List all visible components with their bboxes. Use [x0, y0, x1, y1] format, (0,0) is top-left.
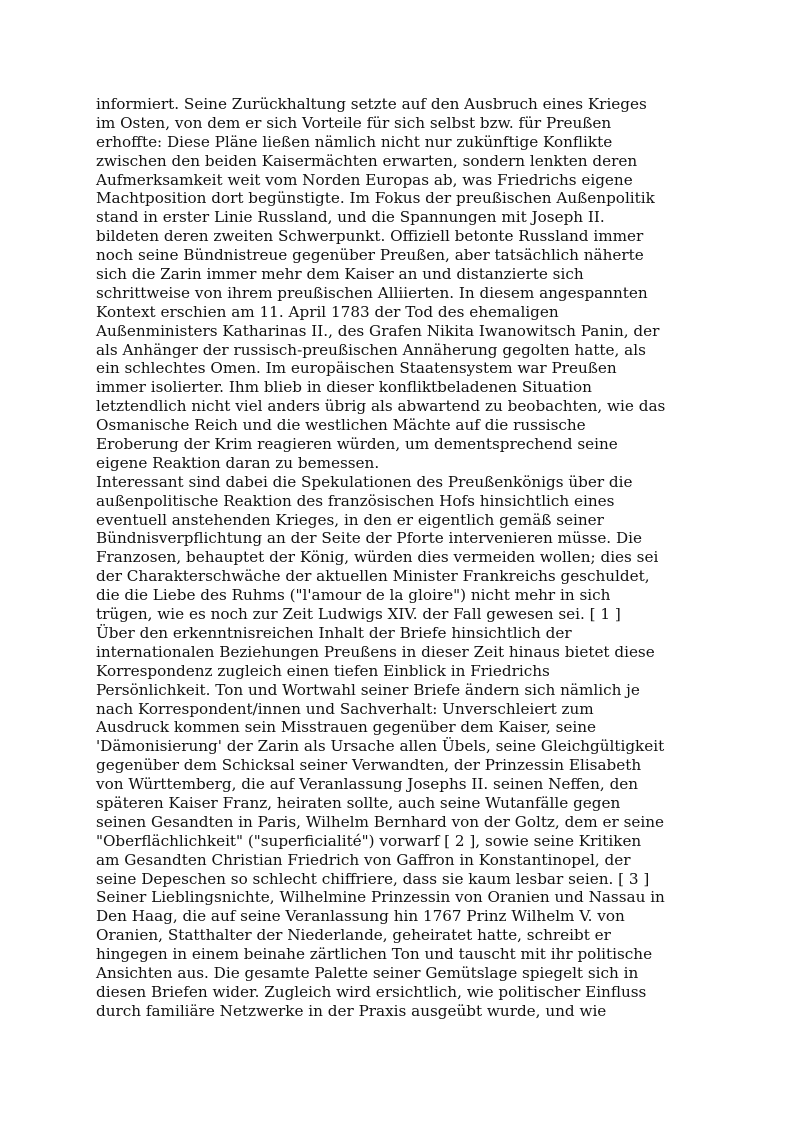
text-line: Kontext erschien am 11. April 1783 der Tod des ehemaligen: [96, 302, 559, 321]
text-line: internationalen Beziehungen Preußens in dieser Zeit hinaus bietet diese: [96, 642, 655, 661]
text-line: Oranien, Statthalter der Niederlande, geheiratet hatte, schreibt er: [96, 926, 611, 945]
text-line: am Gesandten Christian Friedrich von Gaffron in Konstantinopel, der: [96, 850, 631, 869]
text-line: Eroberung der Krim reagieren würden, um dementsprechend seine: [96, 435, 618, 454]
text-line: eigene Reaktion daran zu bemessen.: [96, 453, 380, 472]
text-line: Korrespondenz zugleich einen tiefen Einblick in Friedrichs: [96, 661, 550, 680]
text-line: noch seine Bündnistreue gegenüber Preußen, aber tatsächlich näherte: [96, 246, 644, 265]
text-line: Ansichten aus. Die gesamte Palette seiner Gemütslage spiegelt sich in: [96, 963, 639, 982]
text-line: erhoffte: Diese Pläne ließen nämlich nicht nur zukünftige Konflikte: [96, 132, 613, 151]
text-line: Persönlichkeit. Ton und Wortwahl seiner Briefe ändern sich nämlich je: [96, 680, 640, 699]
text-line: Machtposition dort begünstigte. Im Fokus der preußischen Außenpolitik: [96, 189, 655, 208]
text-line: Ausdruck kommen sein Misstrauen gegenüber dem Kaiser, seine: [96, 718, 597, 737]
text-line: als Anhänger der russisch-preußischen Annäherung gegolten hatte, als: [96, 340, 646, 359]
text-line: eventuell anstehenden Krieges, in den er eigentlich gemäß seiner: [96, 510, 604, 529]
text-line: seine Depeschen so schlecht chiffriere, dass sie kaum lesbar seien. [ 3 ]: [96, 869, 650, 888]
text-line: nach Korrespondent/innen und Sachverhalt: Unverschleiert zum: [96, 699, 594, 718]
text-line: diesen Briefen wider. Zugleich wird ersichtlich, wie politischer Einfluss: [96, 982, 647, 1001]
text-line: 'Dämonisierung' der Zarin als Ursache allen Übels, seine Gleichgültigkeit: [96, 737, 665, 756]
text-line: durch familiäre Netzwerke in der Praxis ausgeübt wurde, und wie: [96, 1001, 607, 1020]
text-line: Aufmerksamkeit weit vom Norden Europas ab, was Friedrichs eigene: [96, 170, 633, 189]
text-line: "Oberflächlichkeit" ("superficialité") vorwarf [ 2 ], sowie seine Kritiken: [96, 831, 642, 850]
text-line: Außenministers Katharinas II., des Grafen Nikita Iwanowitsch Panin, der: [96, 321, 660, 340]
text-line: späteren Kaiser Franz, heiraten sollte, auch seine Wutanfälle gegen: [96, 793, 621, 812]
text-line: Bündnisverpflichtung an der Seite der Pforte intervenieren müsse. Die: [96, 529, 642, 548]
text-line: zwischen den beiden Kaisermächten erwarten, sondern lenkten deren: [96, 151, 638, 170]
text-line: bildeten deren zweiten Schwerpunkt. Offiziell betonte Russland immer: [96, 227, 644, 246]
text-line: letztendlich nicht viel anders übrig als abwartend zu beobachten, wie das: [96, 397, 666, 416]
text-line: ein schlechtes Omen. Im europäischen Staatensystem war Preußen: [96, 359, 617, 378]
document-body: [96, 95, 716, 1021]
text-line: sich die Zarin immer mehr dem Kaiser an und distanzierte sich: [96, 265, 584, 284]
text-line: Franzosen, behauptet der König, würden dies vermeiden wollen; dies sei: [96, 548, 659, 567]
text-line: immer isolierter. Ihm blieb in dieser konfliktbeladenen Situation: [96, 378, 592, 397]
text-line: von Württemberg, die auf Veranlassung Josephs II. seinen Neffen, den: [96, 775, 639, 794]
text-line: im Osten, von dem er sich Vorteile für sich selbst bzw. für Preußen: [96, 113, 612, 132]
text-line: hingegen in einem beinahe zärtlichen Ton und tauscht mit ihr politische: [96, 945, 653, 964]
text-line: stand in erster Linie Russland, und die Spannungen mit Joseph II.: [96, 208, 605, 227]
text-line: der Charakterschwäche der aktuellen Minister Frankreichs geschuldet,: [96, 567, 650, 586]
text-line: Osmanische Reich und die westlichen Mächte auf die russische: [96, 416, 586, 435]
text-line: Über den erkenntnisreichen Inhalt der Briefe hinsichtlich der: [96, 623, 572, 642]
text-line: schrittweise von ihrem preußischen Alliierten. In diesem angespannten: [96, 283, 648, 302]
text-line: informiert. Seine Zurückhaltung setzte auf den Ausbruch eines Krieges: [96, 95, 647, 113]
text-line: Den Haag, die auf seine Veranlassung hin 1767 Prinz Wilhelm V. von: [96, 907, 625, 926]
text-line: trügen, wie es noch zur Zeit Ludwigs XIV. der Fall gewesen sei. [ 1 ]: [96, 605, 621, 624]
text-line: gegenüber dem Schicksal seiner Verwandten, der Prinzessin Elisabeth: [96, 756, 642, 775]
text-line: Interessant sind dabei die Spekulationen des Preußenkönigs über die: [96, 472, 633, 491]
text-line: die die Liebe des Ruhms ("l'amour de la gloire") nicht mehr in sich: [96, 586, 611, 605]
text-line: seinen Gesandten in Paris, Wilhelm Bernhard von der Goltz, dem er seine: [96, 812, 665, 831]
text-line: außenpolitische Reaktion des französischen Hofs hinsichtlich eines: [96, 491, 615, 510]
text-line: Seiner Lieblingsnichte, Wilhelmine Prinzessin von Oranien und Nassau in: [96, 888, 665, 907]
